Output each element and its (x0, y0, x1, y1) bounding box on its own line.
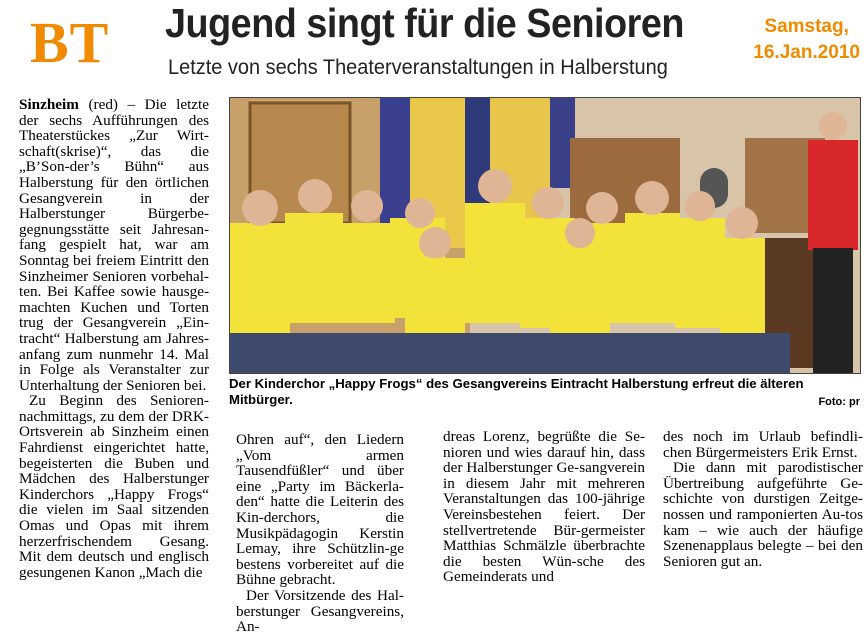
article-paragraph: Zu Beginn des Senioren-nachmittags, zu dem der DRK-Ortsverein ab Sinzheim einen Fahrdienst eingerichtet hatte, begeisterten die Buben und Mädchen des Halberstunger Kinderchors „Happy Frogs“ die vielen im Saal sitzenden Omas und Opas mit ihrem herzerfrischendem Gesang. Mit dem deutsch und englisch gesungenen Kanon „Mach die (19, 392, 209, 581)
article-column-2 (236, 432, 404, 635)
article-paragraph: Ohren auf“, den Liedern „Vom armen Tausendfüßler“ und über eine „Party im Bäckerla-den“ hatte die Leiterin des Kin-derchors, die Musikpädagogin Kerstin Lemay, ihre Schützlin-ge bestens vorbereitet auf die Bühne gebracht. (236, 431, 404, 589)
photo-credit: Foto: pr (818, 396, 860, 408)
date-stamp (753, 14, 860, 66)
article-paragraph: dreas Lorenz, begrüßte die Se-nioren und wies darauf hin, dass der Halberstunger Ge-sangverein in diesem Jahr mit mehreren Veranstaltungen das 100-jährige Vereinsbestehen feiert. Der stellvertretende Bür-germeister Matthias Schmälzle überbrachte die besten Wün-sche des Gemeinderats und (443, 428, 645, 586)
article-column-1 (19, 97, 209, 580)
article-column-3 (443, 429, 645, 585)
photo-caption: Der Kinderchor „Happy Frogs“ des Gesangvereins Eintracht Halberstung erfreut die älteren Mitbürger. (229, 376, 804, 407)
article-paragraph: Sinzheim (red) – Die letzte der sechs Aufführungen des Theaterstückes „Zur Wirt-schaft(skrise)“, das die „B’Son-der’s Bühn“ aus Halberstung für den örtlichen Gesangverein in der Halberstunger Bürgerbe-gegnungsstätte seit Jahresan-fang gespielt hat, war am Sonntag bei freiem Eintritt den Sinzheimer Senioren vorbehal-ten. Bei Kaffee sowie hausge-machten Kuchen und Torten trug der Gesangverein „Ein-tracht“ Halberstung am Jahres-anfang zum nunmehr 14. Mal in Folge als Veranstalter zur Unterhaltung der Senioren bei. (19, 96, 209, 394)
choir-photo (229, 97, 861, 374)
dateline-place: Sinzheim (19, 96, 79, 113)
article-paragraph: des noch im Urlaub befindli-chen Bürgermeisters Erik Ernst. (663, 428, 863, 461)
article-paragraph: Der Vorsitzende des Hal-berstunger Gesangvereins, An- (236, 586, 404, 635)
headline: Jugend singt für die Senioren (165, 0, 684, 46)
article-paragraph: Die dann mit parodistischer Übertreibung aufgeführte Ge-schichte von durstigen Zeitge-nossen und ramponierten Au-tos kam – wie auch der häufige Szenenapplaus belegte – bei den Senioren gut an. (663, 459, 863, 570)
date-weekday: Samstag, (764, 16, 849, 37)
date-day: 16.Jan.2010 (753, 42, 860, 63)
subheadline: Letzte von sechs Theaterveranstaltungen in Halberstung (168, 56, 668, 79)
article-column-4 (663, 429, 863, 569)
newspaper-logo: BT (30, 10, 110, 75)
